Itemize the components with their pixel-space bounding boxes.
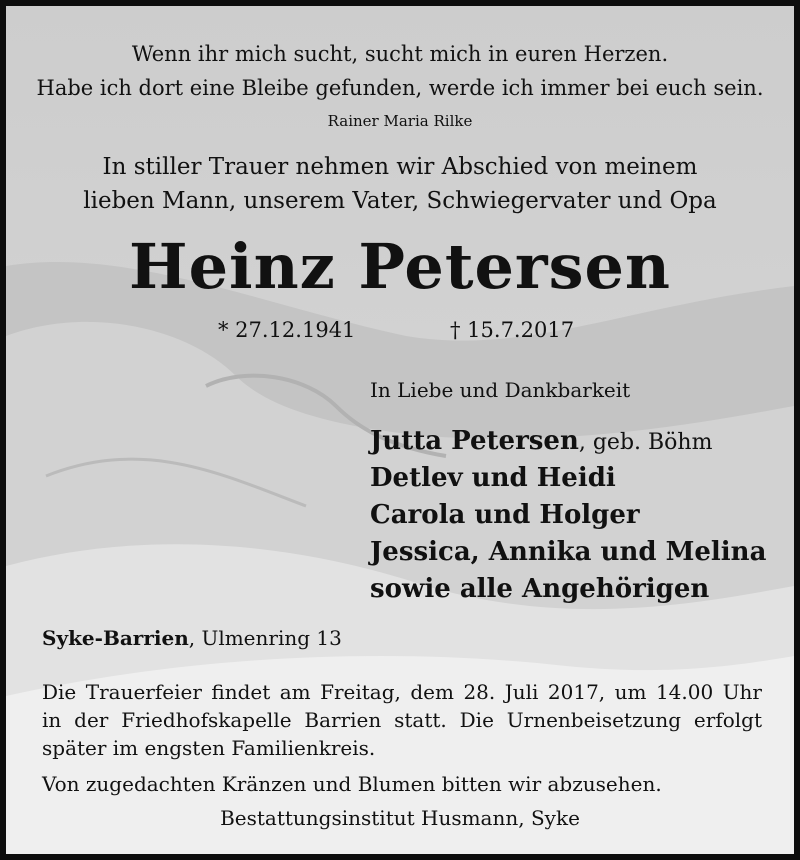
address xyxy=(42,626,342,650)
funeral-home: Bestattungsinstitut Husmann, Syke xyxy=(220,806,580,830)
mourner-name: Carola und Holger xyxy=(370,500,640,530)
mourners-heading: In Liebe und Dankbarkeit xyxy=(370,378,631,402)
address-town: Syke-Barrien xyxy=(42,626,189,650)
birth-date: * 27.12.1941 xyxy=(218,318,356,342)
service-line-2: in der Friedhofskapelle Barrien statt. Die Urnenbeisetzung erfolgt xyxy=(42,708,762,732)
mourner-name: Detlev und Heidi xyxy=(370,463,616,493)
mourner-name: Jessica, Annika und Melina xyxy=(370,537,767,567)
intro-line-1: In stiller Trauer nehmen wir Abschied von meinem xyxy=(102,154,698,180)
mourner-line-1 xyxy=(370,426,712,456)
service-line-3: später im engsten Familienkreis. xyxy=(42,736,376,760)
mourner-name: sowie alle Angehörigen xyxy=(370,574,710,604)
mourner-line-2 xyxy=(370,463,616,493)
service-line-1: Die Trauerfeier findet am Freitag, dem 28. Juli 2017, um 14.00 Uhr xyxy=(42,680,762,704)
poem-author: Rainer Maria Rilke xyxy=(327,112,473,130)
poem-line-1: Wenn ihr mich sucht, sucht mich in euren Herzen. xyxy=(131,42,669,66)
mourner-line-5 xyxy=(370,574,709,604)
mourner-line-4 xyxy=(370,537,766,567)
intro-line-2: lieben Mann, unserem Vater, Schwiegervater und Opa xyxy=(83,188,717,214)
address-street: , Ulmenring 13 xyxy=(188,626,342,650)
mourner-primary-suffix: , geb. Böhm xyxy=(578,430,713,455)
deceased-name: Heinz Petersen xyxy=(128,230,672,303)
poem-line-2: Habe ich dort eine Bleibe gefunden, werde ich immer bei euch sein. xyxy=(36,76,764,100)
flowers-request: Von zugedachten Kränzen und Blumen bitten wir abzusehen. xyxy=(42,772,662,796)
mourner-line-3 xyxy=(370,500,640,530)
death-date: † 15.7.2017 xyxy=(450,318,575,342)
mourner-primary-name: Jutta Petersen xyxy=(370,426,579,456)
